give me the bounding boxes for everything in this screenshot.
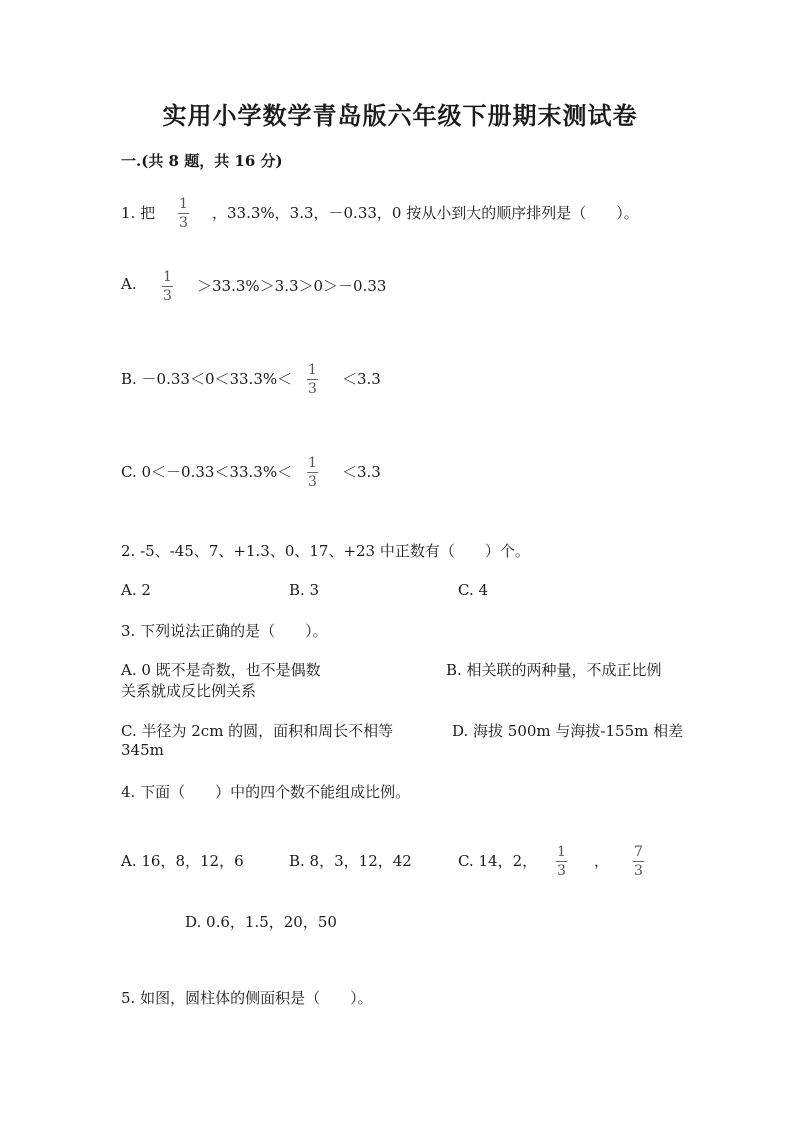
q4-option-d: D. 0.6，1.5，20，50	[185, 913, 337, 931]
q2-option-c: C. 4	[458, 581, 489, 599]
q5-stem: 5. 如图，圆柱体的侧面积是（ ）。	[121, 989, 373, 1007]
q1-option-a-label: A.	[121, 275, 137, 293]
q3-option-b-line1: B. 相关联的两种量，不成正比例	[446, 661, 662, 679]
fraction-numerator: 1	[179, 196, 188, 212]
section-heading: 一.(共 8 题，共 16 分)	[121, 152, 283, 170]
q3-option-c: C. 半径为 2cm 的圆，面积和周长不相等	[121, 722, 394, 740]
fraction-denominator: 3	[163, 288, 172, 304]
q1-option-c-fraction	[306, 456, 319, 489]
q2-option-b: B. 3	[289, 581, 320, 599]
fraction-numerator: 1	[308, 455, 317, 471]
q4-stem: 4. 下面（ ）中的四个数不能组成比例。	[121, 783, 411, 801]
q4-option-c: C. 14，2，	[458, 852, 538, 870]
q4-option-a: A. 16，8，12，6	[121, 852, 244, 870]
q1-option-c-tail: ＜3.3	[342, 463, 381, 481]
q2-stem: 2. -5、-45、7、+1.3、0、17、+23 中正数有（ ）个。	[121, 542, 530, 560]
q4-option-c-fraction-1	[555, 845, 568, 878]
q3-option-d-line1: D. 海拔 500m 与海拔-155m 相差	[452, 722, 684, 740]
q1-stem-end: ，33.3%，3.3，－0.33，0 按从小到大的顺序排列是（ ）。	[212, 204, 639, 222]
fraction-denominator: 3	[179, 215, 188, 231]
q1-option-a-text: ＞33.3%＞3.3＞0＞－0.33	[197, 277, 387, 295]
q3-option-b-line2: 关系就成反比例关系	[121, 682, 257, 700]
q1-option-a-fraction	[161, 270, 174, 303]
q4-option-c-fraction-2	[632, 845, 645, 878]
fraction-numerator: 1	[308, 362, 317, 378]
q1-stem-fraction	[177, 197, 190, 230]
q1-option-b-text: B. －0.33＜0＜33.3%＜	[121, 370, 293, 388]
page-title: 实用小学数学青岛版六年级下册期末测试卷	[162, 101, 638, 130]
q2-option-a: A. 2	[121, 581, 151, 599]
q4-option-c-separator: ，	[594, 852, 610, 870]
fraction-numerator: 7	[634, 844, 643, 860]
fraction-numerator: 1	[557, 844, 566, 860]
fraction-numerator: 1	[163, 269, 172, 285]
q1-stem-start: 1. 把	[121, 204, 156, 222]
q3-option-d-line2: 345m	[121, 741, 164, 759]
fraction-denominator: 3	[557, 863, 566, 879]
q4-option-b: B. 8，3，12，42	[289, 852, 412, 870]
q1-option-c-text: C. 0＜－0.33＜33.3%＜	[121, 463, 293, 481]
fraction-denominator: 3	[308, 381, 317, 397]
q1-option-b-tail: ＜3.3	[342, 370, 381, 388]
q1-option-b-fraction	[306, 363, 319, 396]
fraction-denominator: 3	[308, 474, 317, 490]
fraction-denominator: 3	[634, 863, 643, 879]
q3-stem: 3. 下列说法正确的是（ ）。	[121, 622, 328, 640]
q3-option-a: A. 0 既不是奇数，也不是偶数	[121, 661, 321, 679]
